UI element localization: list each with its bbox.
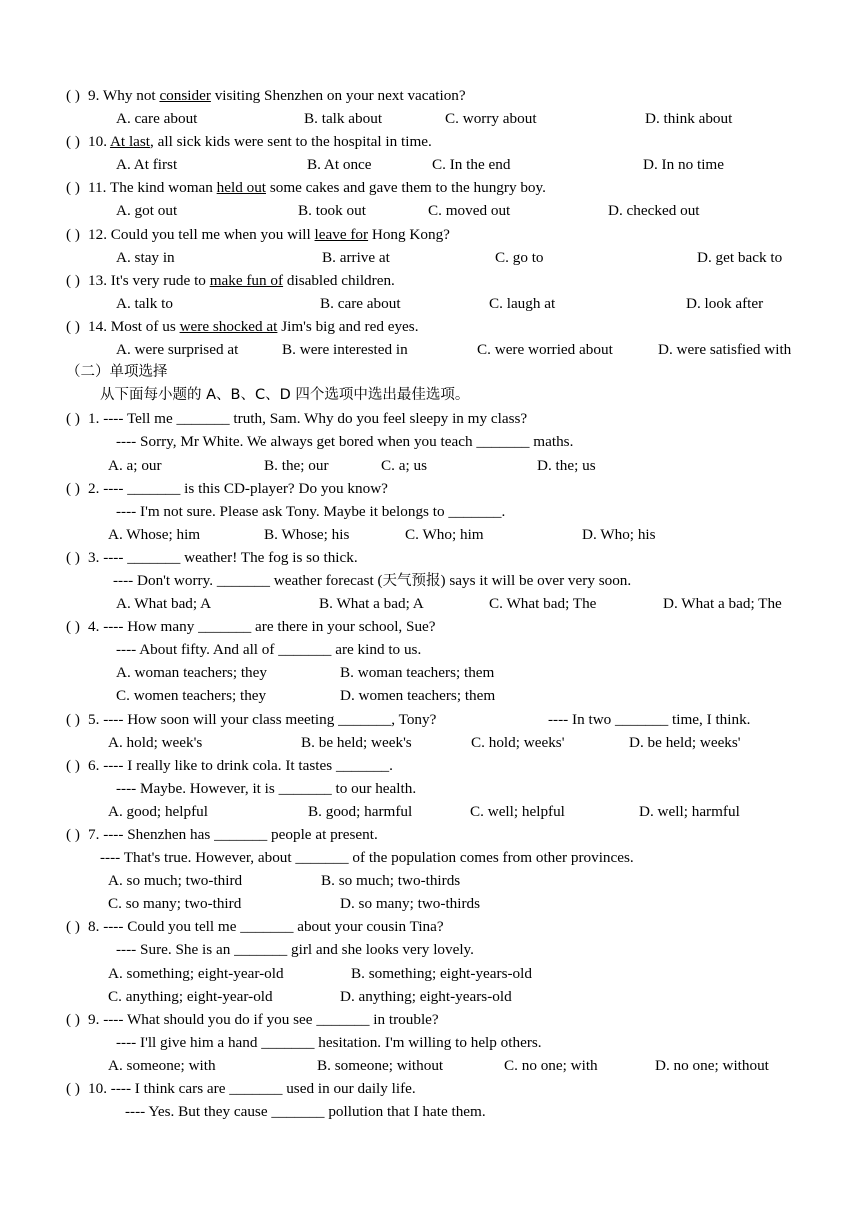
answer-blank[interactable]: ( ) (66, 317, 80, 335)
stem-text: visiting Shenzhen on your next vacation? (210, 87, 466, 104)
underlined-phrase: held out (216, 179, 267, 197)
options-row (0, 153, 860, 176)
options-row (0, 199, 860, 222)
stem-text: some cakes and gave them to the hungry boy. (266, 179, 546, 197)
question-stem (0, 754, 860, 777)
underlined-phrase: make fun of (209, 271, 284, 289)
stem-text: Hong Kong? (368, 225, 450, 243)
option-c: C. What bad; The (489, 595, 597, 613)
stem-text: 5. ---- How soon will your class meeting _______, Tony? (88, 710, 437, 728)
option-a: A. At first (116, 156, 178, 174)
reply-text: ) says it will be over very soon. (440, 571, 632, 589)
option-c: C. no one; with (504, 1056, 598, 1074)
options-row (0, 523, 860, 546)
stem-text: Jim's big and red eyes. (277, 317, 419, 335)
dialogue-reply: ---- I'll give him a hand _______ hesitation. I'm willing to help others. (116, 1033, 542, 1051)
options-row (0, 869, 860, 892)
question-stem (0, 176, 860, 199)
stem-text: 14. Most of us (88, 317, 180, 335)
vocab-question-10 (0, 130, 860, 176)
option-a: A. care about (116, 110, 198, 128)
option-d: D. the; us (537, 456, 596, 474)
answer-blank[interactable]: ( ) (66, 918, 80, 936)
option-a: A. stay in (116, 248, 175, 266)
options-row (0, 338, 860, 361)
option-a: A. got out (116, 202, 178, 220)
answer-blank[interactable]: ( ) (66, 410, 80, 428)
options-row (0, 731, 860, 754)
mc-question-2 (0, 477, 860, 546)
option-d: D. no one; without (655, 1056, 769, 1074)
section-heading: （二）单项选择 (66, 364, 168, 381)
option-b: B. arrive at (322, 248, 390, 266)
options-row (0, 246, 860, 269)
question-stem (0, 84, 860, 107)
answer-blank[interactable]: ( ) (66, 225, 80, 243)
question-stem (0, 615, 860, 638)
options-row (0, 800, 860, 823)
option-d: D. so many; two-thirds (340, 895, 481, 913)
option-c: C. In the end (432, 156, 511, 174)
dialogue-reply: ---- In two _______ time, I think. (548, 710, 751, 728)
option-b: B. something; eight-years-old (351, 964, 532, 982)
options-row (0, 985, 860, 1008)
option-b: B. At once (307, 156, 372, 174)
option-d: D. women teachers; them (340, 687, 496, 705)
mc-question-10 (0, 1077, 860, 1123)
option-b: B. care about (320, 294, 401, 312)
option-c: C. Who; him (405, 525, 484, 543)
option-c: C. anything; eight-year-old (108, 987, 273, 1005)
option-d: D. checked out (608, 202, 700, 220)
option-d: D. think about (645, 110, 733, 128)
worksheet-page (0, 84, 860, 1123)
options-row (0, 684, 860, 707)
dialogue-reply (0, 569, 860, 592)
stem-text: 9. ---- What should you do if you see _______ in trouble? (88, 1010, 439, 1028)
options-row (0, 661, 860, 684)
dialogue-reply: ---- Sorry, Mr White. We always get bored when you teach _______ maths. (116, 433, 574, 451)
vocab-question-12 (0, 223, 860, 269)
dialogue-reply: ---- That's true. However, about _______ of the population comes from other provinces. (100, 849, 634, 867)
option-a: A. What bad; A (116, 595, 212, 613)
option-b: B. someone; without (317, 1056, 444, 1074)
question-stem (0, 477, 860, 500)
option-d: D. look after (686, 294, 764, 312)
answer-blank[interactable]: ( ) (66, 826, 80, 843)
stem-text: 1. ---- Tell me _______ truth, Sam. Why do you feel sleepy in my class? (88, 410, 528, 428)
option-a: A. a; our (108, 456, 162, 474)
question-stem (0, 269, 860, 292)
option-c: C. hold; weeks' (471, 733, 565, 751)
option-c: C. women teachers; they (116, 687, 267, 705)
option-b: B. Whose; his (264, 525, 350, 543)
answer-blank[interactable]: ( ) (66, 1080, 80, 1098)
option-d: D. anything; eight-years-old (340, 987, 512, 1005)
dialogue-reply: ---- Maybe. However, it is _______ to our health. (116, 779, 417, 797)
options-row (0, 292, 860, 315)
options-row (0, 454, 860, 477)
question-stem (0, 407, 860, 430)
stem-text: 4. ---- How many _______ are there in your school, Sue? (88, 618, 436, 636)
option-a: A. someone; with (108, 1056, 216, 1074)
question-stem (0, 130, 860, 153)
chinese-gloss: 天气预报 (382, 572, 441, 589)
dialogue-reply: ---- Yes. But they cause _______ pollution that I hate them. (125, 1103, 486, 1121)
option-d: D. be held; weeks' (629, 733, 741, 751)
option-d: D. In no time (643, 156, 724, 174)
option-c: C. well; helpful (470, 802, 565, 820)
vocab-question-13 (0, 269, 860, 315)
underlined-phrase: At last (109, 133, 151, 151)
answer-blank[interactable]: ( ) (66, 133, 80, 151)
answer-blank[interactable]: ( ) (66, 1010, 80, 1028)
options-row (0, 107, 860, 130)
option-a: A. good; helpful (108, 802, 208, 820)
mc-question-5 (0, 708, 860, 754)
vocab-question-11 (0, 176, 860, 222)
dialogue-reply: ---- I'm not sure. Please ask Tony. Maybe it belongs to _______. (116, 502, 506, 520)
option-b: B. were interested in (282, 341, 408, 359)
stem-text: 10. ---- I think cars are _______ used in our daily life. (88, 1080, 416, 1098)
option-c: C. so many; two-third (108, 895, 242, 913)
stem-text: 2. ---- _______ is this CD-player? Do you know? (88, 479, 388, 497)
option-b: B. What a bad; A (319, 595, 424, 613)
question-stem (0, 915, 860, 938)
option-d: D. were satisfied with (658, 341, 792, 359)
underlined-phrase: consider (159, 87, 211, 104)
option-a: A. were surprised at (116, 341, 239, 359)
stem-text: 13. It's very rude to (88, 271, 210, 289)
option-c: C. go to (495, 248, 544, 266)
option-d: D. What a bad; The (663, 595, 782, 613)
mc-question-8 (0, 915, 860, 1007)
stem-text: 12. Could you tell me when you will (88, 225, 315, 243)
answer-blank[interactable]: ( ) (66, 618, 80, 636)
option-a: A. hold; week's (108, 733, 203, 751)
option-b: B. be held; week's (301, 733, 412, 751)
dialogue-reply: ---- About fifty. And all of _______ are kind to us. (116, 641, 422, 659)
stem-text: 10. (88, 133, 110, 151)
vocab-question-9 (0, 84, 860, 130)
option-d: D. well; harmful (639, 802, 740, 820)
answer-blank[interactable]: ( ) (66, 710, 80, 728)
answer-blank[interactable]: ( ) (66, 271, 80, 289)
option-c: C. moved out (428, 202, 511, 220)
option-b: B. the; our (264, 456, 329, 474)
options-row (0, 962, 860, 985)
option-c: C. a; us (381, 456, 427, 474)
option-b: B. so much; two-thirds (321, 872, 461, 890)
option-a: A. Whose; him (108, 525, 201, 543)
option-d: D. Who; his (582, 525, 656, 543)
stem-text: , all sick kids were sent to the hospital in time. (150, 133, 432, 151)
underlined-phrase: leave for (314, 225, 369, 243)
question-stem (0, 1008, 860, 1031)
stem-text: 11. The kind woman (88, 179, 217, 197)
question-stem (0, 315, 860, 338)
stem-text: 6. ---- I really like to drink cola. It tastes _______. (88, 756, 393, 774)
mc-question-4 (0, 615, 860, 707)
stem-text: disabled children. (283, 271, 395, 289)
options-row (0, 592, 860, 615)
option-a: A. something; eight-year-old (108, 964, 284, 982)
option-b: B. woman teachers; them (340, 664, 495, 682)
question-stem (0, 708, 860, 731)
option-c: C. laugh at (489, 294, 556, 312)
answer-blank[interactable]: ( ) (66, 756, 80, 774)
answer-blank[interactable]: ( ) (66, 179, 80, 197)
option-c: C. worry about (445, 110, 537, 128)
options-row (0, 892, 860, 915)
question-stem (0, 1077, 860, 1100)
question-stem (0, 823, 860, 846)
options-row (0, 1054, 860, 1077)
answer-blank[interactable]: ( ) (66, 87, 80, 104)
dialogue-reply: ---- Sure. She is an _______ girl and she looks very lovely. (116, 941, 474, 959)
reply-text: ---- Don't worry. _______ weather forecast ( (113, 571, 383, 589)
answer-blank[interactable]: ( ) (66, 548, 80, 566)
question-stem (0, 223, 860, 246)
stem-text: 8. ---- Could you tell me _______ about your cousin Tina? (88, 918, 444, 936)
section-instruction: 从下面每小题的 A、B、C、D 四个选项中选出最佳选项。 (100, 387, 470, 404)
question-stem (0, 546, 860, 569)
underlined-phrase: were shocked at (179, 317, 278, 335)
option-b: B. took out (298, 202, 366, 220)
mc-question-3 (0, 546, 860, 615)
option-a: A. so much; two-third (108, 872, 243, 890)
option-a: A. talk to (116, 294, 173, 312)
mc-question-7 (0, 823, 860, 915)
option-d: D. get back to (697, 248, 783, 266)
mc-question-9 (0, 1008, 860, 1077)
option-a: A. woman teachers; they (116, 664, 267, 682)
stem-text: 7. ---- Shenzhen has _______ people at present. (88, 826, 378, 843)
answer-blank[interactable]: ( ) (66, 479, 80, 497)
stem-text: 3. ---- _______ weather! The fog is so thick. (88, 548, 358, 566)
option-c: C. were worried about (477, 341, 613, 359)
option-b: B. talk about (304, 110, 383, 128)
option-b: B. good; harmful (308, 802, 413, 820)
stem-text: 9. Why not (88, 87, 160, 104)
mc-question-1 (0, 407, 860, 476)
vocab-question-14 (0, 315, 860, 361)
mc-question-6 (0, 754, 860, 823)
